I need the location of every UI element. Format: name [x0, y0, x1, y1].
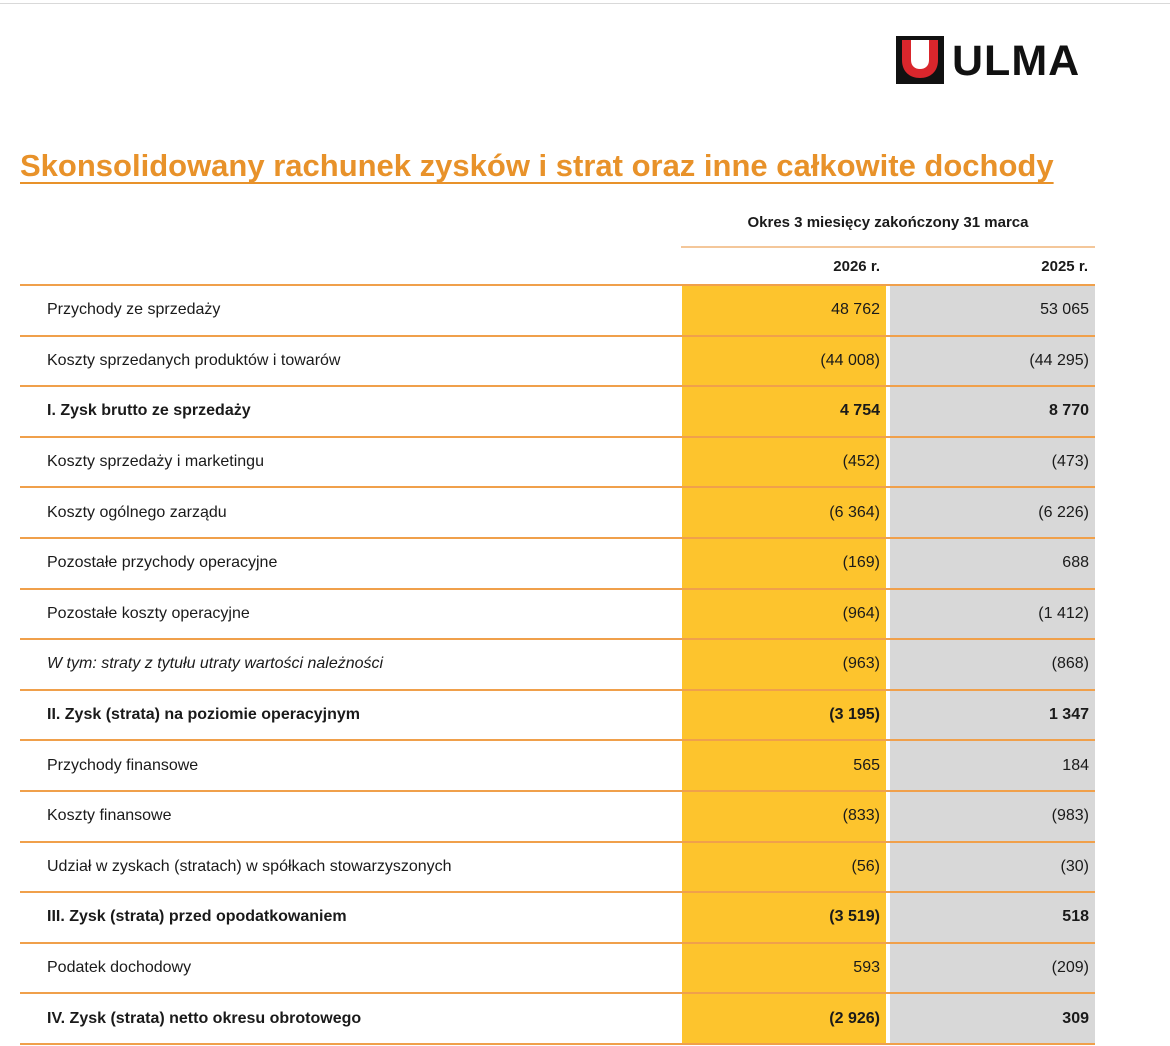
- table-row: [20, 539, 1095, 590]
- value-2025: (868): [890, 640, 1095, 689]
- value-2025: 8 770: [890, 387, 1095, 436]
- table-row: [20, 994, 1095, 1045]
- value-2025: (6 226): [890, 488, 1095, 537]
- value-2026: (833): [682, 792, 886, 841]
- value-2026: (963): [682, 640, 886, 689]
- ulma-logo: [896, 36, 1086, 84]
- table-row: [20, 387, 1095, 438]
- row-label: W tym: straty z tytułu utraty wartości należności: [47, 655, 384, 673]
- value-2025: 309: [890, 994, 1095, 1043]
- value-2026: 593: [682, 944, 886, 993]
- value-2026: (56): [682, 843, 886, 892]
- value-2025: (983): [890, 792, 1095, 841]
- value-2026: 565: [682, 741, 886, 790]
- value-2025: (473): [890, 438, 1095, 487]
- table-row: [20, 843, 1095, 894]
- row-label: Pozostałe przychody operacyjne: [47, 554, 278, 572]
- value-2026: (3 519): [682, 893, 886, 942]
- table-row: [20, 488, 1095, 539]
- table-row: [20, 741, 1095, 792]
- table-row: [20, 640, 1095, 691]
- row-label: Koszty finansowe: [47, 807, 172, 825]
- value-2025: (30): [890, 843, 1095, 892]
- logo-text: ULMA: [952, 37, 1081, 85]
- value-2025: (44 295): [890, 337, 1095, 386]
- value-2026: 4 754: [682, 387, 886, 436]
- row-label: Koszty sprzedaży i marketingu: [47, 453, 264, 471]
- row-label: Podatek dochodowy: [47, 959, 192, 977]
- period-header: Okres 3 miesięcy zakończony 31 marca: [747, 214, 1029, 231]
- page-title: Skonsolidowany rachunek zysków i strat oraz inne całkowite dochody: [20, 148, 1054, 183]
- ulma-logo-mark-icon: [896, 36, 944, 84]
- table-row: [20, 944, 1095, 995]
- value-2026: (3 195): [682, 691, 886, 740]
- value-2025: 688: [890, 539, 1095, 588]
- top-divider: [0, 3, 1170, 4]
- value-2025: 184: [890, 741, 1095, 790]
- row-label: Udział w zyskach (stratach) w spółkach stowarzyszonych: [47, 857, 452, 875]
- table-row: [20, 792, 1095, 843]
- value-2026: 48 762: [682, 286, 886, 335]
- row-label: Przychody finansowe: [47, 756, 199, 774]
- value-2026: (6 364): [682, 488, 886, 537]
- value-2026: (44 008): [682, 337, 886, 386]
- row-label: I. Zysk brutto ze sprzedaży: [47, 402, 251, 420]
- value-2026: (452): [682, 438, 886, 487]
- row-label: Pozostałe koszty operacyjne: [47, 604, 250, 622]
- row-label: Przychody ze sprzedaży: [47, 301, 221, 319]
- value-2026: (964): [682, 590, 886, 639]
- column-header-2025: 2025 r.: [1041, 258, 1088, 275]
- value-2025: 518: [890, 893, 1095, 942]
- table-row: [20, 438, 1095, 489]
- value-2025: 1 347: [890, 691, 1095, 740]
- table-row: [20, 590, 1095, 641]
- row-label: III. Zysk (strata) przed opodatkowaniem: [47, 908, 347, 926]
- period-divider: [681, 246, 1095, 248]
- table-row: [20, 893, 1095, 944]
- row-label: Koszty ogólnego zarządu: [47, 503, 227, 521]
- value-2025: (209): [890, 944, 1095, 993]
- table-row: [20, 286, 1095, 337]
- row-label: IV. Zysk (strata) netto okresu obrotowego: [47, 1009, 362, 1027]
- value-2026: (169): [682, 539, 886, 588]
- row-label: II. Zysk (strata) na poziomie operacyjnym: [47, 706, 360, 724]
- table-row: [20, 691, 1095, 742]
- value-2025: 53 065: [890, 286, 1095, 335]
- value-2025: (1 412): [890, 590, 1095, 639]
- income-statement-table: [20, 286, 1095, 1045]
- column-header-2026: 2026 r.: [833, 258, 880, 275]
- row-label: Koszty sprzedanych produktów i towarów: [47, 351, 341, 369]
- value-2026: (2 926): [682, 994, 886, 1043]
- table-row: [20, 337, 1095, 388]
